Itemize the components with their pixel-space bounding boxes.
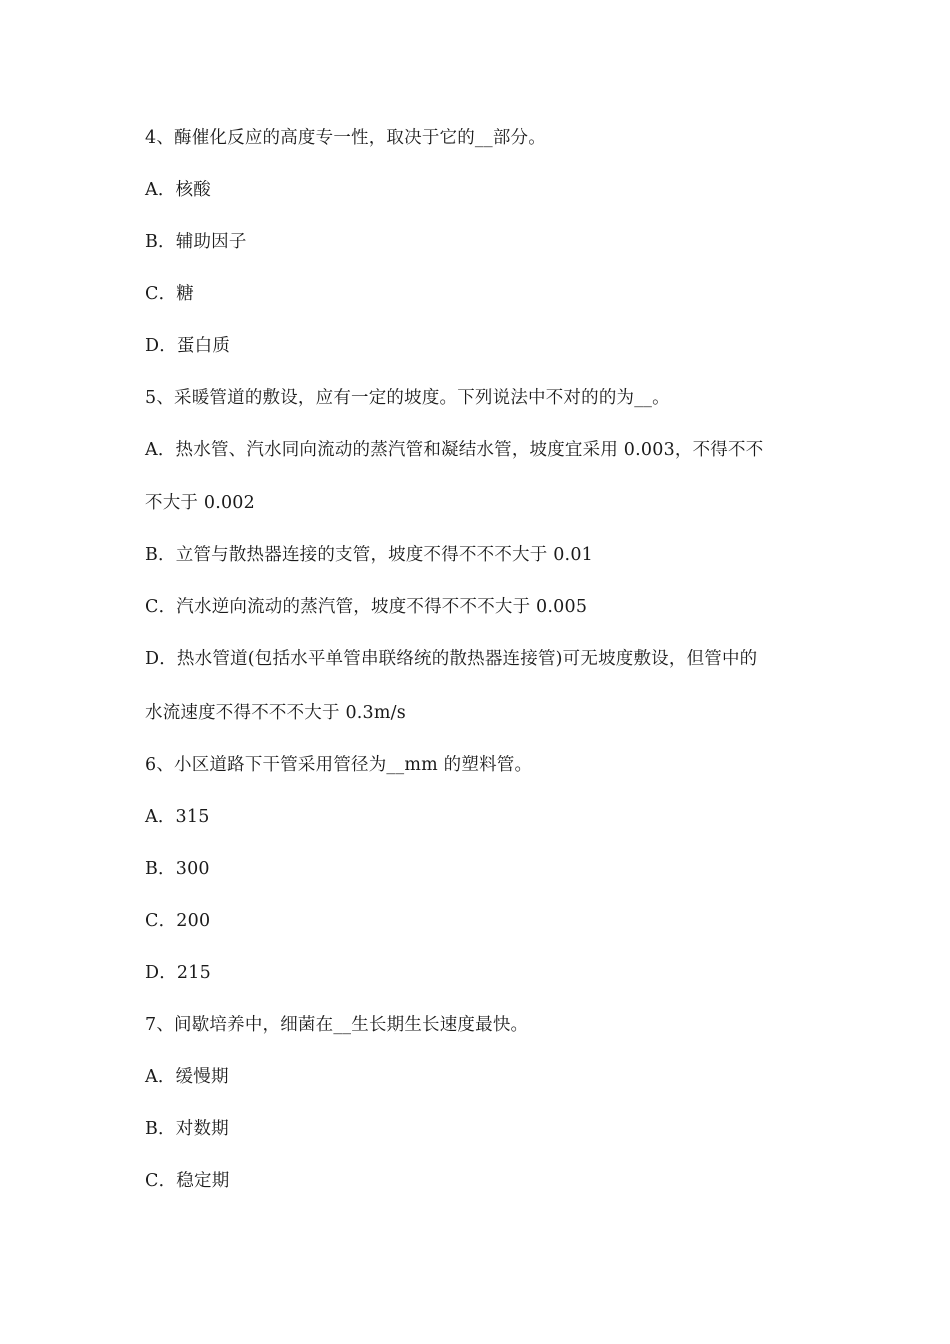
- question-4-option-b: B．辅助因子: [145, 232, 247, 252]
- question-4-option-c: C．糖: [145, 284, 194, 304]
- question-7-option-b: B．对数期: [145, 1119, 229, 1139]
- question-4-text: 4、酶催化反应的高度专一性，取决于它的__部分。: [145, 128, 546, 148]
- question-5-text: 5、采暖管道的敷设，应有一定的坡度。下列说法中不对的的为__。: [145, 388, 670, 408]
- question-7-option-a: A．缓慢期: [145, 1067, 229, 1087]
- question-6-option-b: B．300: [145, 859, 210, 879]
- question-7-text: 7、间歇培养中，细菌在__生长期生长速度最快。: [145, 1015, 529, 1035]
- question-7-option-c: C．稳定期: [145, 1171, 230, 1191]
- question-5-option-b: B．立管与散热器连接的支管，坡度不得不不不大于 0.01: [145, 545, 593, 565]
- question-5-option-a: A．热水管、汽水同向流动的蒸汽管和凝结水管，坡度宜采用 0.003，不得不不: [145, 440, 764, 460]
- question-4-option-d: D．蛋白质: [145, 336, 231, 356]
- question-6-option-d: D．215: [145, 963, 211, 983]
- question-5-option-d: D．热水管道(包括水平单管串联络统的散热器连接管)可无坡度敷设，但管中的: [145, 649, 758, 669]
- question-5-option-c: C．汽水逆向流动的蒸汽管，坡度不得不不不大于 0.005: [145, 597, 588, 617]
- question-5-option-a-continued: 不大于 0.002: [145, 493, 255, 513]
- question-6-text: 6、小区道路下干管采用管径为__mm 的塑料管。: [145, 755, 533, 775]
- question-4-option-a: A．核酸: [145, 180, 211, 200]
- question-6-option-c: C．200: [145, 911, 211, 931]
- question-6-option-a: A．315: [145, 807, 210, 827]
- question-5-option-d-continued: 水流速度不得不不不大于 0.3m/s: [145, 703, 406, 723]
